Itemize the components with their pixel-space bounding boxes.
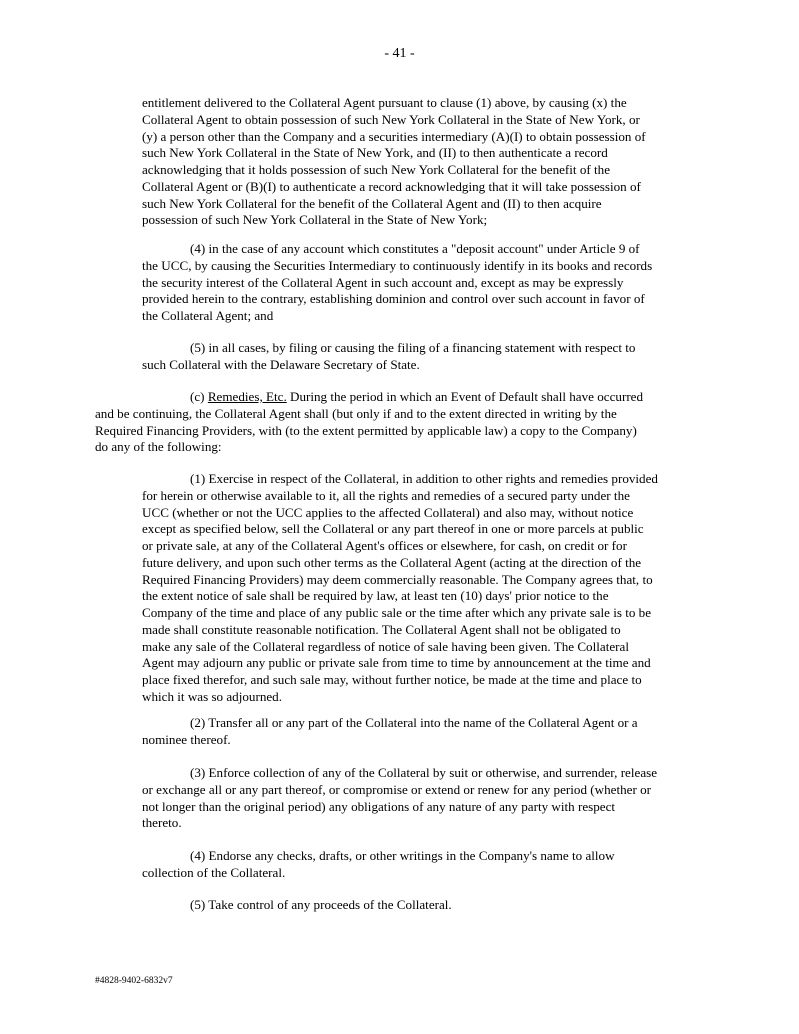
text-line (142, 765, 657, 782)
text-line (142, 715, 638, 732)
paragraph-exercise (142, 471, 658, 706)
text-line: make any sale of the Collateral regardless of notice of sale having been given. The Collateral (142, 638, 629, 654)
text-line-content: (4) in the case of any account which constitutes a "deposit account" under Article 9 of (190, 241, 640, 256)
text-line: the security interest of the Collateral Agent in such account and, except as may be expressly (142, 274, 624, 290)
text-line (142, 471, 658, 488)
paragraph-deposit-account (142, 241, 652, 325)
text-line: the extent notice of sale shall be required by law, at least ten (10) days' prior notice to the (142, 588, 609, 604)
text-line: the UCC, by causing the Securities Intermediary to continuously identify in its books and records (142, 257, 653, 273)
text-line: except as specified below, sell the Collateral or any part thereof in one or more parcels at public (142, 521, 644, 537)
text-line: which it was so adjourned. (142, 688, 283, 704)
document-id-footer: #4828-9402-6832v7 (95, 976, 173, 986)
text-line: Agent may adjourn any public or private sale from time to time by announcement at the time and (142, 655, 651, 671)
paragraph-take-control (142, 897, 452, 914)
section-heading: Remedies, Etc. (207, 389, 287, 404)
text-line: for herein or otherwise available to it, all the rights and remedies of a secured party under the (142, 487, 630, 503)
text-line (142, 241, 652, 258)
text-line-content: (5) Take control of any proceeds of the Collateral. (190, 897, 452, 912)
text-line: (y) a person other than the Company and a securities intermediary (A)(I) to obtain possession of (142, 128, 646, 144)
text-line-content: During the period in which an Event of Default shall have occurred (286, 389, 644, 404)
text-line (142, 848, 615, 865)
text-line-content: (2) Transfer all or any part of the Collateral into the name of the Collateral Agent or a (190, 715, 638, 730)
paragraph-enforce (142, 765, 657, 832)
text-line: Collateral Agent or (B)(I) to authenticate a record acknowledging that it will take possession of (142, 178, 641, 194)
page-number: - 41 - (384, 46, 415, 61)
text-line: provided herein to the contrary, establishing dominion and control over such account in favor of (142, 291, 645, 307)
text-line-content: (5) in all cases, by filing or causing the filing of a financing statement with respect to (190, 340, 636, 355)
paragraph-remedies (95, 389, 643, 456)
text-line: Required Financing Providers, with (to the extent permitted by applicable law) a copy to the Company) (95, 422, 637, 438)
text-line: such New York Collateral in the State of New York, and (II) to then authenticate a record (142, 145, 608, 161)
text-line: nominee thereof. (142, 731, 231, 747)
text-line-content: (3) Enforce collection of any of the Collateral by suit or otherwise, and surrender, release (190, 765, 658, 780)
text-line: not longer than the original period) any obligations of any nature of any party with respect (142, 798, 616, 814)
text-line: Company of the time and place of any public sale or the time after which any private sale is to be (142, 605, 652, 620)
section-prefix: (c) (190, 389, 208, 404)
text-line: thereto. (142, 815, 182, 831)
text-line (95, 389, 643, 406)
paragraph-filing (142, 340, 635, 374)
paragraph-endorse (142, 848, 615, 882)
text-line (142, 340, 635, 357)
text-line: UCC (whether or not the UCC applies to the affected Collateral) and also may, without notice (142, 504, 634, 520)
text-line: the Collateral Agent; and (142, 308, 274, 323)
text-line: place fixed therefor, and such sale may, without further notice, be made at the time and place to (142, 672, 642, 687)
text-line: do any of the following: (95, 439, 222, 455)
paragraph-transfer (142, 715, 638, 749)
text-line: such Collateral with the Delaware Secretary of State. (142, 356, 420, 372)
text-line: such New York Collateral for the benefit of the Collateral Agent and (II) to then acquire (142, 195, 602, 211)
text-line: future delivery, and upon such other terms as the Collateral Agent (acting at the direction of the (142, 554, 642, 570)
text-line: or exchange all or any part thereof, or compromise or extend or renew for any period (whether or (142, 781, 651, 797)
text-line: made shall constitute reasonable notification. The Collateral Agent shall not be obligated to (142, 621, 621, 637)
text-line: acknowledging that it holds possession of such New York Collateral for the benefit of the (142, 162, 611, 177)
text-line: collection of the Collateral. (142, 864, 286, 880)
text-line: and be continuing, the Collateral Agent shall (but only if and to the extent directed in writing by the (95, 405, 617, 421)
paragraph-entitlement (142, 95, 646, 229)
text-line: Required Financing Providers) may deem commercially reasonable. The Company agrees that, to (142, 571, 653, 587)
text-line (142, 897, 452, 914)
text-line: Collateral Agent to obtain possession of such New York Collateral in the State of New York, or (142, 111, 640, 127)
text-line: possession of such New York Collateral in the State of New York; (142, 212, 488, 228)
text-line: or private sale, at any of the Collateral Agent's offices or elsewhere, for cash, on credit or for (142, 538, 627, 553)
text-line: entitlement delivered to the Collateral Agent pursuant to clause (1) above, by causing (x) the (142, 95, 627, 110)
text-line-content: (4) Endorse any checks, drafts, or other writings in the Company's name to allow (190, 848, 615, 863)
text-line-content: (1) Exercise in respect of the Collateral, in addition to other rights and remedies provided (190, 471, 658, 486)
